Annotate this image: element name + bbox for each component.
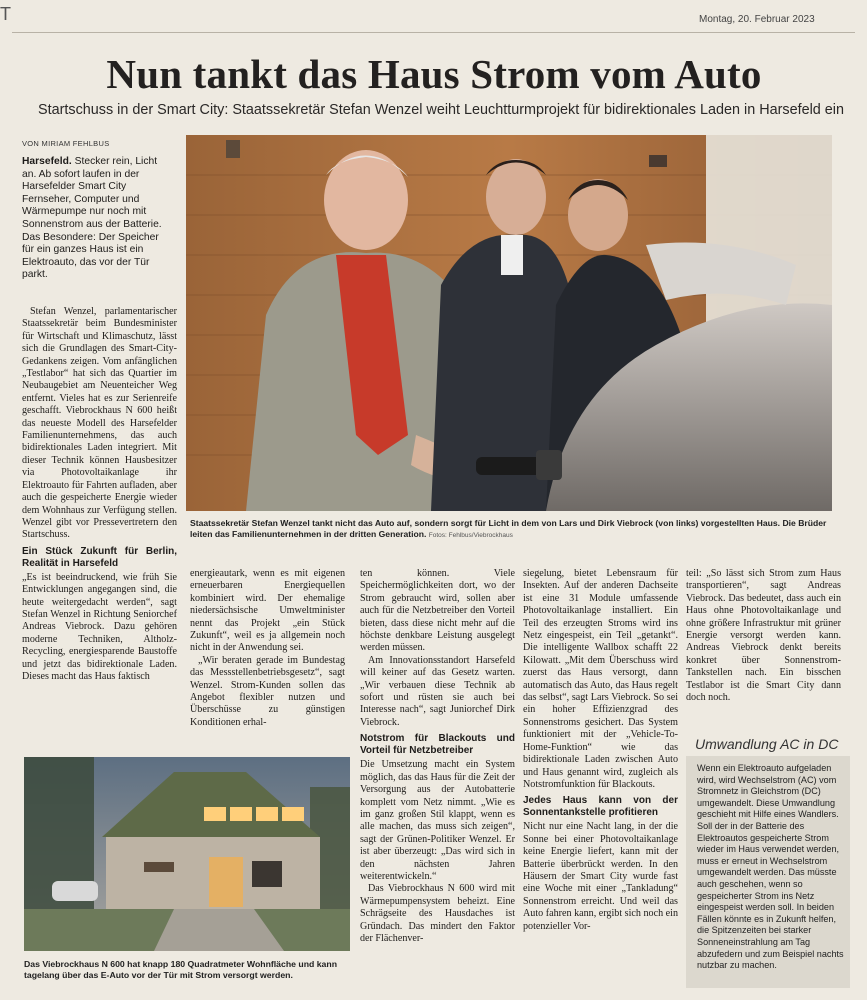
- col3-paragraph-2: Am Innovationsstandort Harsefeld will keiner auf das Gesetz warten. „Wir verbauen diese Technik ab sofort und rüsten sie auch bei Interesse nach“, sagt Juniorchef Dirk Viebrock.: [360, 654, 515, 728]
- col3-paragraph-1: ten können. Viele Speichermöglichkeiten dort, wo der Strom gebraucht wird, sollen aber auch für die Netzbetreiber den Vorteil bieten, dass diese nicht mehr auf die höchste denkbare Leistung ausgelegt werden müssen.: [360, 568, 515, 654]
- col5-paragraph-1: teil: „So lässt sich Strom zum Haus transportieren“, sagt Andreas Viebrock. Das bedeutet, dass auch ein Haus ohne Photovoltaikanlage und ohne größere Infrastruktur mit grüner Energie versorgt werden kann. Andreas Viebrock denkt bereits konkret über Sonnenstrom-Tankstellen nach. Ein bisschen Testlabor ist die Smart City dann doch noch.: [686, 568, 841, 704]
- col4-paragraph-1: siegelung, bietet Lebensraum für Insekten. Auf der anderen Dachseite ist eine 31 Module umfassende Photovoltaikanlage installiert. Ein Teil des erzeugten Stroms wird ins Netz eingespeist, ein Teil „getankt“. Die intelligente Wallbox schafft 22 Kilowatt. „Mit dem Überschuss wird zuerst das Haus versorgt, dann automatisch das Auto, das Haus regelt das selbst“, sagt Lars Viebrock. So sei ein hoher Effizienzgrad des Sonnenstroms gesichert. Das System funktioniert mit der „Vehicle-To-Home-Funktion“ wie das bidirektionale Laden zwischen Auto und Haus genannt wird, zugleich als Notstromfunktion für Blackouts.: [523, 568, 678, 790]
- column-4: [523, 568, 678, 933]
- infobox-title: Umwandlung AC in DC: [695, 736, 839, 752]
- main-photo-illustration: [186, 135, 832, 511]
- lead-paragraph: [22, 156, 170, 282]
- cut-off-letter: T: [0, 4, 11, 24]
- col2-paragraph-2: „Wir beraten gerade im Bundestag das Messstellenbetriebsgesetz“, sagt Wenzel. Strom-Kunden sollen das Angebot flexibler nutzen und Überschüsse zu günstigen Konditionen erhal-: [190, 654, 345, 728]
- col3-paragraph-4: Das Viebrockhaus N 600 wird mit Wärmepumpensystem beheizt. Eine Schrägseite des Hausdaches ist Gründach. Das mindert den Faktor der Flächenver-: [360, 883, 515, 944]
- house-photo: [24, 757, 350, 951]
- house-photo-illustration: [24, 757, 350, 951]
- top-rule: [12, 32, 855, 33]
- lead-text: Stecker rein, Licht an. Ab sofort laufen in der Harsefelder Smart City Fernseher, Computer und Wärmepumpe nur noch mit Sonnenstrom aus der Batterie. Das Besondere: Der Speicher für ein ganzes Haus ist ein Elektroauto, das vor der Tür parkt.: [22, 156, 162, 281]
- col1-paragraph-2: „Es ist beeindruckend, wie früh Sie Entwicklungen angegangen sind, die heute weitergedacht werden“, sagt Stefan Wenzel in Richtung Seniorchef Andreas Viebrock. Dazu gehören moderne Techniken, Altholz-Recycling, energiesparende Baustoffe und jetzt das bidirektionale Laden. Dieses macht das Haus faktisch: [22, 571, 177, 682]
- main-photo-caption: [190, 518, 840, 541]
- col4-subheading: Jedes Haus kann von der Sonnentankstelle profitieren: [523, 795, 678, 819]
- col1-subheading: Ein Stück Zukunft für Berlin, Realität in Harsefeld: [22, 545, 177, 569]
- photo-credit: Fotos: Fehlbus/Viebrockhaus: [428, 532, 513, 539]
- col3-subheading: Notstrom für Blackouts und Vorteil für Netzbetreiber: [360, 733, 515, 757]
- infobox-text: Wenn ein Elektroauto aufgeladen wird, wird Wechselstrom (AC) vom Stromnetz in Gleichstrom (DC) umgewandelt. Diese Umwandlung geschieht mit Hilfe eines Wandlers. Soll der in der Batterie des Elektroautos gespeicherte Strom wieder im Haus verwendet werden, muss er erneut in Wechselstrom umgewandelt werden. Das müsste auch geschehen, wenn so gespeicherter Strom ins Netz eingespeist werden soll. In beiden Fällen könnte es in Zukunft helfen, die Spitzenzeiten bei starker Sonneneinstrahlung am Tag abzufedern und zum Beispiel nachts nutzbar zu machen.: [697, 763, 844, 971]
- column-3: [360, 568, 515, 945]
- main-photo: [186, 135, 832, 511]
- main-caption-text: Staatssekretär Stefan Wenzel tankt nicht das Auto auf, sondern sorgt für Licht in dem von Lars und Dirk Viebrock (von links) vorgestellten Haus. Die Brüder leiten das Familienunternehmen in der dritten Generation.: [190, 518, 827, 539]
- column-1: [22, 306, 177, 683]
- column-2: [190, 568, 345, 729]
- column-5: [686, 568, 841, 704]
- col3-paragraph-3: Die Umsetzung macht ein System möglich, das das Haus für die Zeit der Versorgung aus der Autobatterie komplett vom Netz nimmt. „Wie es im ganz großen Stil klappt, wenn es alle machen, das muss sich zeigen“, sagt der Grünen-Politiker Wenzel. Er ist aber überzeugt: „Das wird sich in den nächsten Jahren weiterentwickeln.“: [360, 759, 515, 882]
- subheadline: Startschuss in der Smart City: Staatssekretär Stefan Wenzel weiht Leuchtturmprojekt für bidirektionales Laden in Harsefeld ein: [38, 102, 844, 118]
- author-byline: VON MIRIAM FEHLBUS: [22, 139, 110, 148]
- issue-date: Montag, 20. Februar 2023: [699, 14, 815, 25]
- lead-place: Harsefeld.: [22, 156, 72, 167]
- house-photo-caption: Das Viebrockhaus N 600 hat knapp 180 Quadratmeter Wohnfläche und kann tagelang über das E-Auto vor der Tür mit Strom versorgt werden.: [24, 959, 338, 980]
- col2-paragraph-1: energieautark, wenn es mit eigenen erneuerbaren Energiequellen kombiniert wird. Der ehemalige niedersächsische Umweltminister nennt das Projekt „ein Stück Zukunft“, weil es ja allgemein noch nicht in der Anwendung sei.: [190, 568, 345, 654]
- headline: Nun tankt das Haus Strom vom Auto: [106, 51, 762, 97]
- col1-paragraph-1: Stefan Wenzel, parlamentarischer Staatssekretär beim Bundesminister für Wirtschaft und Klimaschutz, lässt sich die Grundlagen des Smart-City-Gedankens zeigen. Vom anfänglichen „Testlabor“ hat sich das Quartier im Neubaugebiet am Neuenteicher Weg entfernt. Vieles hat es zur Serienreife geschafft. Viebrockhaus N 600 heißt das neueste Modell des Harsefelder Familienunternehmens, das auch bidirektionales Laden integriert. Mit dieser Technik können Hausbesitzer via Photovoltaikanlage ihr Elektroauto für Fahrten aufladen, aber auch die gespeicherte Energie wieder dem Wohnhaus zur Verfügung stellen. Wenzel gibt vor Pressevertretern den Startschuss.: [22, 306, 177, 541]
- col4-paragraph-2: Nicht nur eine Nacht lang, in der die Sonne bei einer Photovoltaikanlage keine Energie liefert, kann mit der Batterie überbrückt werden. In den Häusern der Smart City wurde fast eine Woche mit einer „Tankladung“ Sonnenstrom erreicht. Und weil das Auto fahren kann, ergibt sich noch ein potenzieller Vor-: [523, 821, 678, 932]
